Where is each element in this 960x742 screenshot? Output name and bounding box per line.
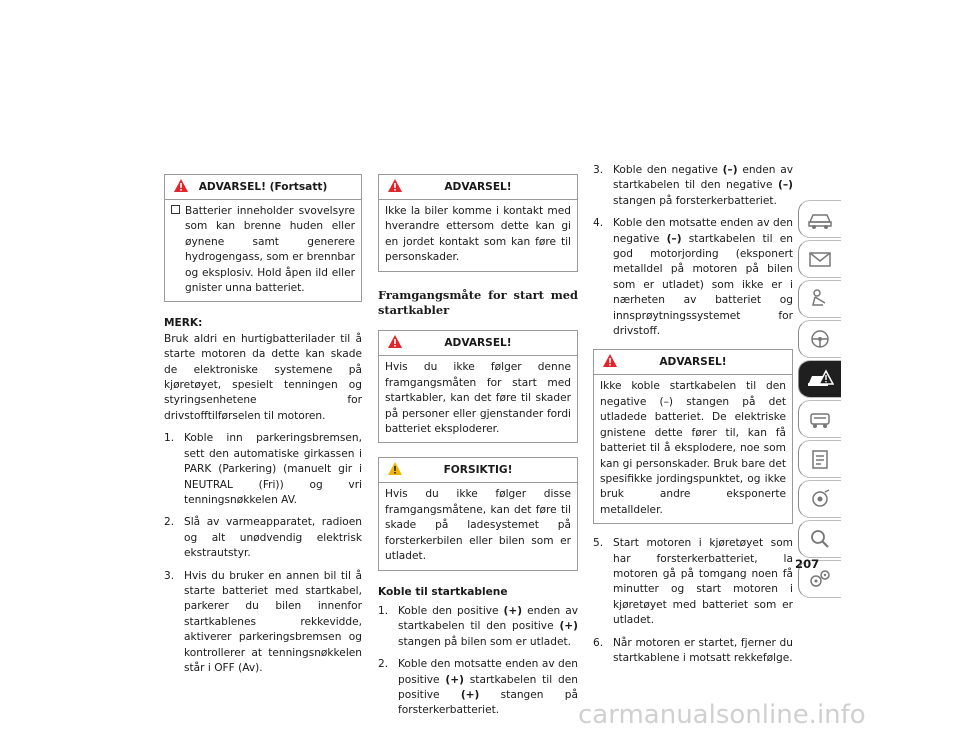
step-number: 5. <box>593 537 604 550</box>
note-label-text: MERK: <box>164 317 203 330</box>
step-list-4 <box>593 536 793 666</box>
step-text: Når motoren er startet, fjerner du startkablene i motsatt rekkefølge. <box>613 636 793 664</box>
note-label <box>164 316 362 331</box>
warning-box-header <box>165 175 361 200</box>
step-number: 2. <box>378 658 389 671</box>
caution-box-body: Hvis du ikke følger disse framgangsmåtene, kan det føre til skade på ladesystemet på forsterkerbilen eller bilen som er utladet. <box>385 488 571 563</box>
warning-bullet <box>171 204 355 296</box>
negative-symbol: (–) <box>666 232 682 245</box>
step-item <box>593 536 793 628</box>
checklist-icon <box>807 448 833 470</box>
warning-box-ground <box>593 349 793 524</box>
warning-box-continued <box>164 174 362 302</box>
section-heading: Framgangsmåte for start med startkabler <box>378 287 578 318</box>
positive-symbol: (+) <box>503 604 523 617</box>
step-text: startkabelen til en god motorjording (eksponert metalldel på motoren på bilen som er utladet) som ikke er i nærheten av batteriet og innsprøytningssystemet for drivstoff. <box>613 232 794 338</box>
warning-triangle-icon <box>602 353 618 368</box>
seat-safety-icon <box>807 288 833 310</box>
column-1 <box>164 174 362 683</box>
column-2 <box>378 174 578 726</box>
warning-box-title: ADVARSEL! <box>659 356 727 369</box>
step-item <box>164 431 362 508</box>
step-text: Hvis du bruker en annen bil til å starte batteriet med startkabel, parkerer du bilen innenfor startkablenes rekkevidde, aktiverer parkeringsbremsen og kontrollerer at tenningsnøkkelen står i OFF (Av). <box>184 569 362 674</box>
step-text: Koble inn parkeringsbremsen, sett den automatiske girkassen i PARK (Parkering) (manuelt gir i NEUTRAL (Fri)) og vri tenningsnøkkelen AV. <box>184 432 362 506</box>
bullet-square-icon <box>171 205 180 214</box>
car-dashboard-icon <box>807 208 833 230</box>
car-service-icon <box>807 408 833 430</box>
step-item <box>164 569 362 677</box>
tab-multimedia[interactable] <box>798 480 841 518</box>
steering-wheel-icon <box>807 328 833 350</box>
step-text: Start motoren i kjøretøyet som har forsterkerbatteriet, la motoren gå på tomgang noen få minutter og start motoren i kjøretøyet med batteriet som er utladet. <box>613 537 793 627</box>
warning-box-header <box>594 350 792 375</box>
gears-language-icon <box>807 568 833 590</box>
step-text: stangen på bilen som er utladet. <box>398 635 571 648</box>
step-item <box>593 163 793 209</box>
step-item <box>378 604 578 650</box>
step-number: 4. <box>593 217 604 230</box>
note-text: Bruk aldri en hurtigbatterilader til å starte motoren da dette kan skade de elektroniske systemene på kjøretøyet, spesielt tenningen og styringsenhetene for drivstofftilførselen til motoren. <box>164 332 362 422</box>
negative-symbol: (–) <box>722 164 738 176</box>
step-list-2 <box>378 604 578 719</box>
step-text: Koble den negative <box>613 164 723 176</box>
tab-specifications[interactable] <box>798 440 841 478</box>
warning-bullet-text: Batterier inneholder svovelsyre som kan brenne huden eller øynene samt generere hydrogengass, som er brennbar og eksplosiv. Hold åpen ild eller gnister unna batteriet. <box>185 205 355 295</box>
tab-service[interactable] <box>798 400 841 438</box>
warning-box-body: Ikke la biler komme i kontakt med hverandre ettersom dette kan gi en jordet kontakt som kan føre til personskader. <box>385 205 571 264</box>
step-list-3 <box>593 163 793 339</box>
step-item <box>164 515 362 561</box>
envelope-icon <box>807 248 833 270</box>
warning-box-body: Ikke koble startkabelen til den negative (–) stangen på det utladede batteriet. De elektriske gnistene dette fører til, kan få batteriet til å eksplodere, noe som kan gi personskader. Bruk bare det spesifikke jordingspunktet, og ikke bruk andre eksponerte metalldeler. <box>600 380 786 516</box>
warning-box-body: Hvis du ikke følger denne framgangsmåten for start med startkabler, kan det føre til skader på personer eller gjenstander fordi batteriet eksploderer. <box>385 361 571 436</box>
warning-box-title: ADVARSEL! <box>444 181 512 193</box>
tab-emergency[interactable] <box>798 360 841 398</box>
step-number: 3. <box>164 569 175 582</box>
caution-box-header <box>379 458 577 483</box>
warning-box-header <box>379 175 577 200</box>
warning-triangle-icon <box>387 178 403 193</box>
step-item <box>378 657 578 719</box>
step-number: 3. <box>593 164 604 176</box>
positive-symbol: (+) <box>559 620 578 633</box>
step-text: stangen på forsterkerbatteriet. <box>613 194 777 207</box>
multimedia-icon <box>807 488 833 510</box>
emergency-warning-icon <box>806 368 834 390</box>
warning-box-explosion <box>378 330 578 443</box>
caution-triangle-icon <box>387 461 403 476</box>
tab-messages[interactable] <box>798 240 841 278</box>
step-item <box>593 636 793 667</box>
warning-triangle-icon <box>387 334 403 349</box>
tab-index[interactable] <box>798 520 841 558</box>
positive-symbol: (+) <box>460 688 480 701</box>
column-3 <box>593 163 793 673</box>
tab-driving[interactable] <box>798 320 841 358</box>
positive-symbol: (+) <box>445 673 464 686</box>
warning-box-title: ADVARSEL! <box>444 337 512 350</box>
step-number: 1. <box>164 432 175 445</box>
step-text: stangen på forsterkerbatteriet. <box>398 688 578 717</box>
warning-box-header <box>379 331 577 356</box>
watermark-text: carmanualsonline.info <box>578 700 866 730</box>
tab-dashboard[interactable] <box>798 200 841 238</box>
warning-box-title: ADVARSEL! (Fortsatt) <box>198 181 328 193</box>
step-text: enden av startkabelen til den negative <box>613 164 793 192</box>
caution-box <box>378 457 578 570</box>
step-text: startkabelen til den positive <box>398 673 578 701</box>
step-text: enden av startkabelen til den positive <box>398 604 578 633</box>
step-number: 1. <box>378 604 389 617</box>
step-number: 6. <box>593 636 604 649</box>
step-text: Koble den motsatte enden av den positive <box>398 658 578 686</box>
step-number: 2. <box>164 516 175 529</box>
magnifier-icon <box>807 528 833 550</box>
sub-heading: Koble til startkablene <box>378 585 508 598</box>
caution-box-title: FORSIKTIG! <box>443 464 513 477</box>
step-item <box>593 216 793 339</box>
tab-safety[interactable] <box>798 280 841 318</box>
warning-box-body <box>165 200 361 301</box>
step-text: Koble den motsatte enden av den negative <box>613 217 793 245</box>
warning-triangle-icon <box>173 178 189 193</box>
page-number: 207 <box>795 557 820 571</box>
step-text: Slå av varmeapparatet, radioen og alt unødvendig elektrisk ekstrautstyr. <box>184 516 362 560</box>
warning-box-contact <box>378 174 578 272</box>
chapter-tabs <box>798 200 842 600</box>
step-text: Koble den positive <box>398 604 504 617</box>
step-list-1 <box>164 431 362 676</box>
negative-symbol: (–) <box>778 179 793 192</box>
